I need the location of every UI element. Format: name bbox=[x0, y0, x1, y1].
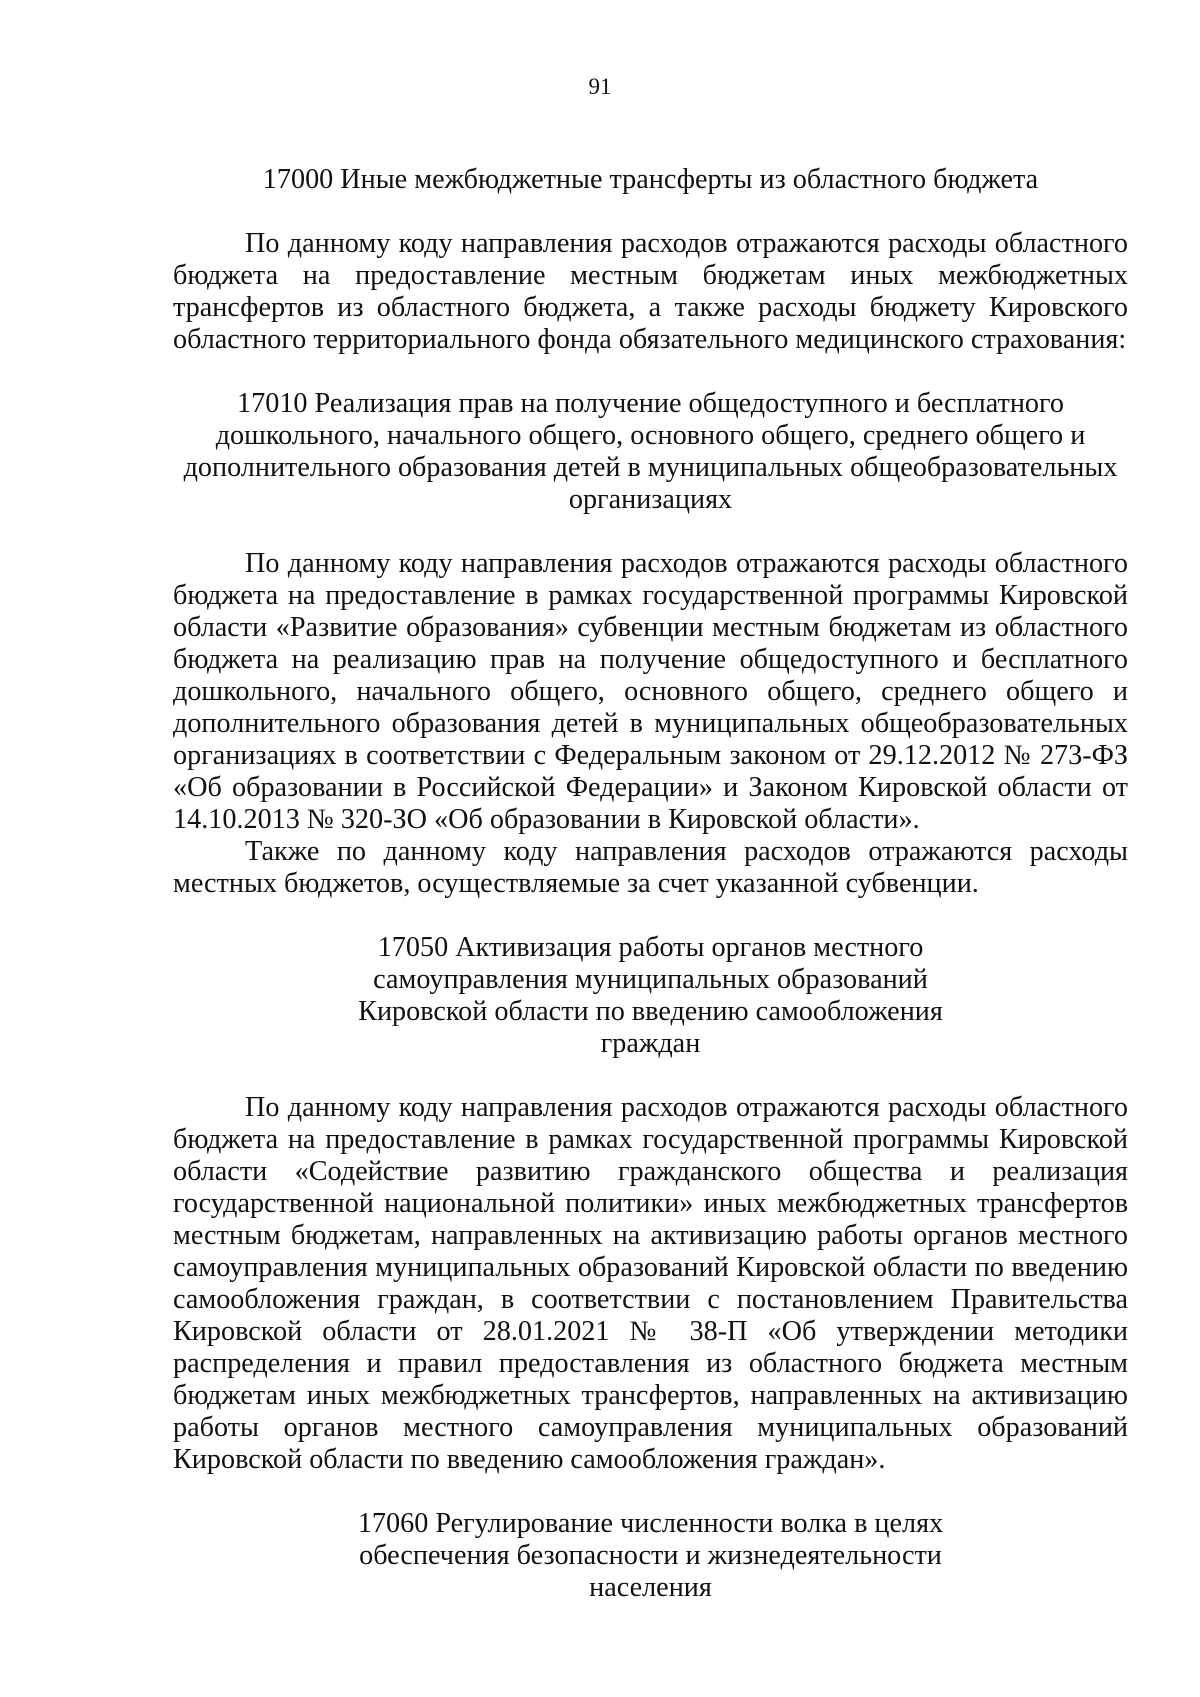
section-heading-17050: 17050 Активизация работы органов местного самоуправления муниципальных образований Кировской области по введению самообложения граждан bbox=[358, 932, 943, 1059]
section-heading-17060: 17060 Регулирование численности волка в целях обеспечения безопасности и жизнедеятельности населения bbox=[357, 1508, 944, 1603]
section-paragraph: По данному коду направления расходов отражаются расходы областного бюджета на предоставление в рамках государственной программы Кировской области «Развитие образования» субвенции местным бюджетам из областного бюджета на реализацию прав на получение общедоступного и бесплатного дошкольного, начального общего, основного общего, среднего общего и дополнительного образования детей в муниципальных общеобразовательных организациях в соответствии с Федеральным законом от 29.12.2012 № 273-ФЗ «Об образовании в Российской Федерации» и Законом Кировской области от 14.10.2013 № 320-ЗО «Об образовании в Кировской области». bbox=[173, 548, 1128, 835]
section-paragraph: Также по данному коду направления расходов отражаются расходы местных бюджетов, осуществляемые за счет указанной субвенции. bbox=[173, 836, 1128, 899]
section-heading-17000: 17000 Иные межбюджетные трансферты из областного бюджета bbox=[262, 164, 1039, 195]
section-paragraph: По данному коду направления расходов отражаются расходы областного бюджета на предоставление местным бюджетам иных межбюджетных трансфертов из областного бюджета, а также расходы бюджету Кировского областного территориального фонда обязательного медицинского страхования: bbox=[173, 228, 1128, 355]
section-heading-17010: 17010 Реализация прав на получение общедоступного и бесплатного дошкольного, начального общего, основного общего, среднего общего и дополнительного образования детей в муниципальных общеобразовательных организациях bbox=[183, 388, 1118, 515]
document-body bbox=[173, 164, 1128, 1604]
page-number: 91 bbox=[588, 74, 612, 99]
section-paragraph: По данному коду направления расходов отражаются расходы областного бюджета на предоставление в рамках государственной программы Кировской области «Содействие развитию гражданского общества и реализация государственной национальной политики» иных межбюджетных трансфертов местным бюджетам, направленных на активизацию работы органов местного самоуправления муниципальных образований Кировской области по введению самообложения граждан, в соответствии с постановлением Правительства Кировской области от 28.01.2021 № 38-П «Об утверждении методики распределения и правил предоставления из областного бюджета местным бюджетам иных межбюджетных трансфертов, направленных на активизацию работы органов местного самоуправления муниципальных образований Кировской области по введению самообложения граждан». bbox=[173, 1092, 1128, 1475]
